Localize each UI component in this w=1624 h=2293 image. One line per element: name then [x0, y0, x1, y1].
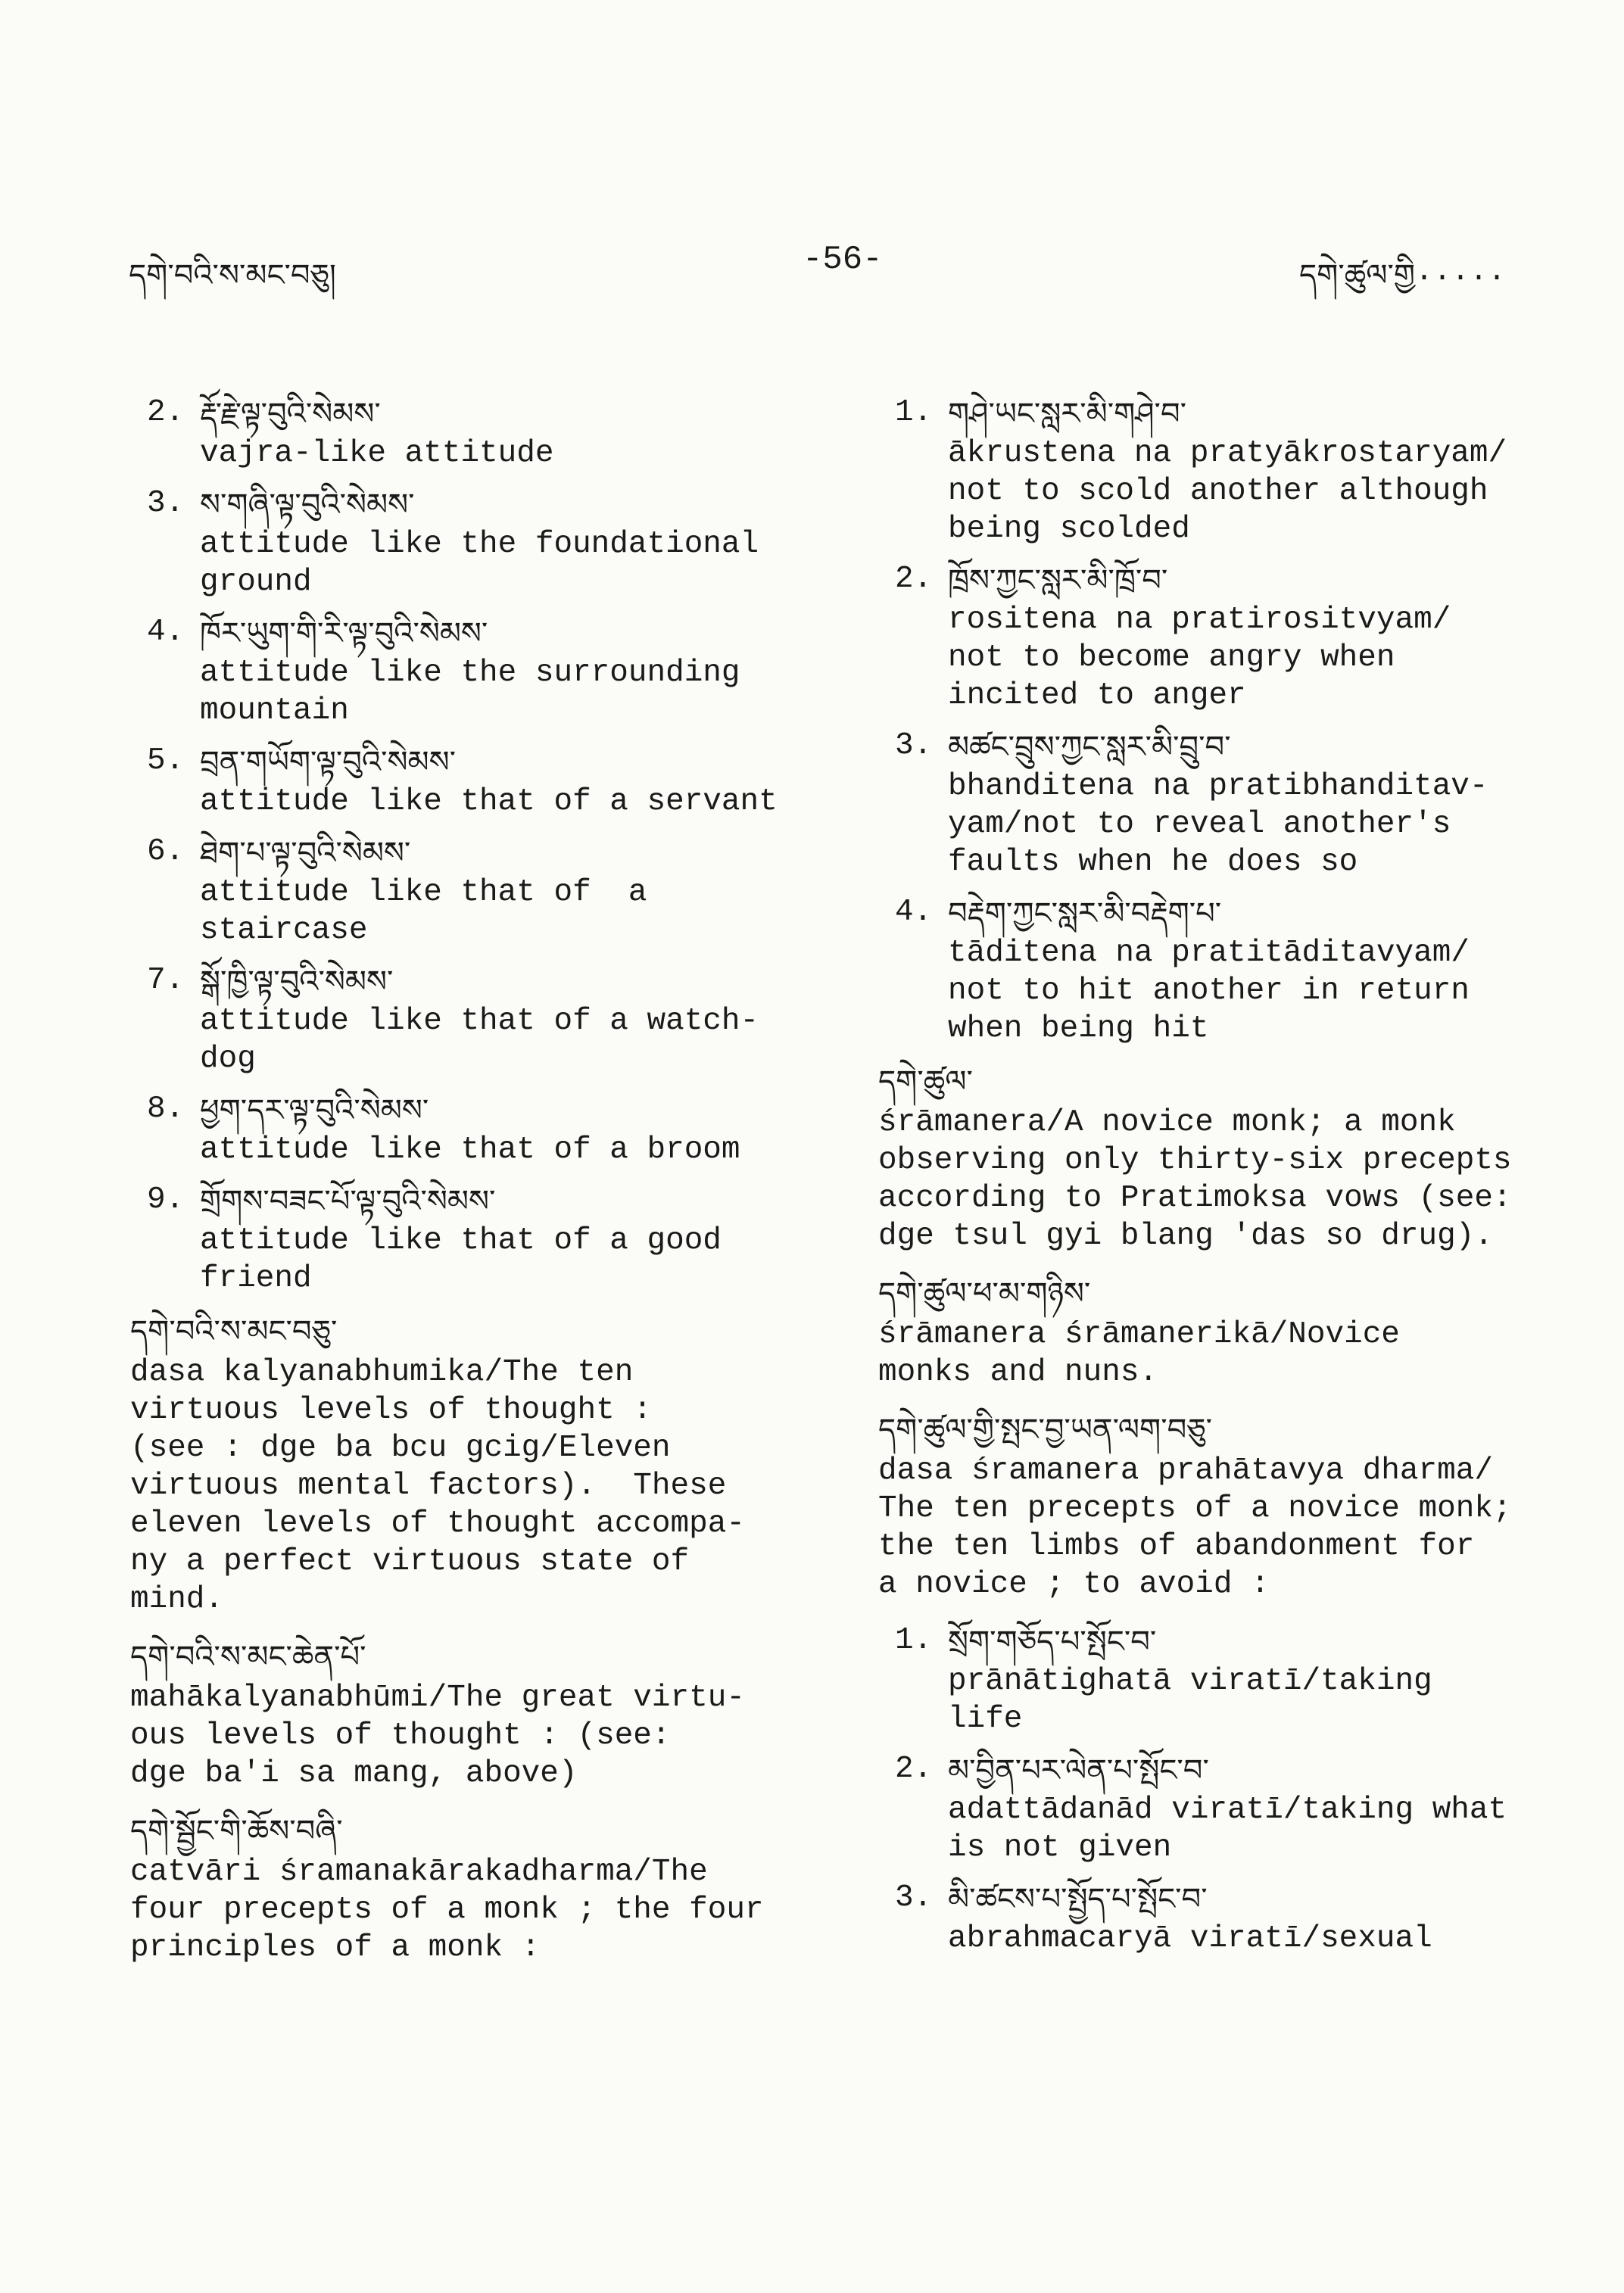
- english-gloss: adattādanād viratī/taking what is not given: [948, 1793, 1507, 1865]
- list-item: [878, 1622, 1560, 1738]
- entry-definition: catvāri śramanakārakadharma/The four precepts of a monk ; the four principles of a monk :: [130, 1855, 764, 1965]
- headword-tibetan: དགེ་ཚུལ་གྱི་སྤང་བྱ་ཡན་ལག་བཅུ་: [878, 1413, 1213, 1447]
- english-gloss: abrahmacaryā viratī/sexual: [948, 1921, 1432, 1956]
- item-number: 3.: [895, 1880, 933, 1915]
- dictionary-entry: [130, 1637, 812, 1793]
- tibetan-term: ཁོར་ཡུག་གི་རི་ལྟ་བུའི་སེམས་: [200, 616, 488, 651]
- english-gloss: attitude like that of a servant: [200, 784, 778, 819]
- english-gloss: ākrustena na pratyākrostaryam/ not to scold another although being scolded: [948, 436, 1507, 547]
- english-gloss: attitude like that of a watch- dog: [200, 1004, 759, 1076]
- entry-definition: śrāmanera/A novice monk; a monk observing only thirty-six precepts according to Pratimoksa vows (see: dge tsul gyi blang 'das so drug).: [878, 1105, 1512, 1254]
- tibetan-term: མི་ཚངས་པ་སྤྱོད་པ་སྤོང་བ་: [948, 1882, 1208, 1917]
- english-gloss: attitude like the surrounding mountain: [200, 656, 740, 728]
- english-gloss: rositena na pratirositvyam/ not to become angry when incited to anger: [948, 603, 1451, 713]
- item-number: 2.: [895, 1752, 933, 1787]
- item-number: 7.: [147, 963, 185, 998]
- list-item: [878, 1750, 1560, 1867]
- dictionary-entry: [130, 1811, 812, 1967]
- list-item: [130, 394, 812, 472]
- entry-definition: śrāmanera śrāmanerikā/Novice monks and nuns.: [878, 1317, 1400, 1390]
- dictionary-entry: [878, 1410, 1560, 1603]
- item-number: 8.: [147, 1092, 185, 1126]
- english-gloss: attitude like that of a good friend: [200, 1223, 722, 1296]
- list-item: [130, 961, 812, 1078]
- list-item: [878, 727, 1560, 881]
- dictionary-entry: [878, 1061, 1560, 1255]
- list-item: [130, 742, 812, 821]
- tibetan-term: ས་གཞི་ལྟ་བུའི་སེམས་: [200, 488, 415, 522]
- headword-tibetan: དགེ་ཚུལ་ཕ་མ་གཉིས་: [878, 1276, 1091, 1311]
- headword-tibetan: དགེ་བའི་ས་མང་ཆེན་པོ་: [130, 1640, 366, 1675]
- item-number: 1.: [895, 1623, 933, 1658]
- item-number: 4.: [895, 895, 933, 930]
- headword-tibetan: དགེ་ཚུལ་: [878, 1064, 973, 1099]
- english-gloss: bhanditena na pratibhanditav- yam/not to reveal another's faults when he does so: [948, 769, 1488, 880]
- tibetan-term: གཤེ་ཡང་སླར་མི་གཤེ་བ་: [948, 397, 1186, 431]
- english-gloss: attitude like that of a broom: [200, 1132, 740, 1167]
- tibetan-term: ཁྲོས་ཀྱང་སླར་མི་ཁྲོ་བ་: [948, 563, 1168, 598]
- running-head-right: དགེ་ཚུལ་གྱི·····: [1299, 261, 1507, 295]
- list-item: [130, 833, 812, 949]
- english-gloss: prānātighatā viratī/taking life: [948, 1664, 1432, 1737]
- list-item: [130, 1181, 812, 1298]
- tibetan-term: མ་བྱིན་པར་ལེན་པ་སྤོང་བ་: [948, 1753, 1209, 1788]
- right-column: [878, 394, 1560, 1970]
- item-number: 6.: [147, 834, 185, 869]
- item-number: 3.: [895, 728, 933, 763]
- list-item: [878, 394, 1560, 548]
- tibetan-term: བྲན་གཡོག་ལྟ་བུའི་སེམས་: [200, 745, 456, 780]
- headword-tibetan: དགེ་སྦྱོང་གི་ཆོས་བཞི་: [130, 1814, 343, 1849]
- tibetan-term: རྡོ་རྗེ་ལྟ་བུའི་སེམས་: [200, 397, 381, 431]
- entry-definition: mahākalyanabhūmi/The great virtu- ous levels of thought : (see: dge ba'i sa mang, above): [130, 1681, 745, 1791]
- entry-definition: dasa śramanera prahātavya dharma/ The ten precepts of a novice monk; the ten limbs of abandonment for a novice ; to avoid :: [878, 1453, 1512, 1602]
- headword-tibetan: དགེ་བའི་ས་མང་བཅུ་: [130, 1314, 338, 1349]
- list-item: [130, 484, 812, 601]
- list-item: [878, 1879, 1560, 1958]
- tibetan-term: གྲོགས་བཟང་པོ་ལྟ་བུའི་སེམས་: [200, 1184, 496, 1219]
- entry-definition: dasa kalyanabhumika/The ten virtuous levels of thought : (see : dge ba bcu gcig/Eleven virtuous mental factors). These eleven levels of thought accompa- ny a perfect virtuous state of mind.: [130, 1355, 745, 1617]
- dictionary-entry: [878, 1273, 1560, 1391]
- list-item: [130, 1090, 812, 1169]
- running-head-left: དགེ་བའི་ས་མང་བཅུ།: [129, 261, 336, 295]
- list-item: [878, 893, 1560, 1048]
- tibetan-term: ཕྱག་དར་ལྟ་བུའི་སེམས་: [200, 1093, 429, 1128]
- tibetan-term: ཐེག་པ་ལྟ་བུའི་སེམས་: [200, 836, 411, 871]
- left-column: [130, 394, 812, 1985]
- tibetan-term: སྒོ་ཁྱི་ལྟ་བུའི་སེམས་: [200, 964, 394, 999]
- tibetan-term: བརྡེག་ཀྱང་སླར་མི་བརྡེག་པ་: [948, 896, 1222, 931]
- tibetan-term: སྲོག་གཅོད་པ་སྤོང་བ་: [948, 1625, 1157, 1659]
- english-gloss: attitude like that of a staircase: [200, 875, 647, 948]
- item-number: 1.: [895, 395, 933, 430]
- list-item: [878, 560, 1560, 715]
- item-number: 2.: [895, 562, 933, 597]
- english-gloss: attitude like the foundational ground: [200, 527, 759, 600]
- item-number: 2.: [147, 395, 185, 430]
- item-number: 4.: [147, 615, 185, 650]
- dictionary-entry: [130, 1311, 812, 1618]
- item-number: 5.: [147, 743, 185, 778]
- list-item: [130, 613, 812, 730]
- english-gloss: tāditena na pratitāditavyam/ not to hit another in return when being hit: [948, 936, 1470, 1046]
- item-number: 3.: [147, 486, 185, 521]
- item-number: 9.: [147, 1182, 185, 1217]
- page-number: -56-: [803, 241, 883, 279]
- tibetan-term: མཚང་བྲུས་ཀྱང་སླར་མི་བྲུ་བ་: [948, 730, 1231, 765]
- english-gloss: vajra-like attitude: [200, 436, 554, 471]
